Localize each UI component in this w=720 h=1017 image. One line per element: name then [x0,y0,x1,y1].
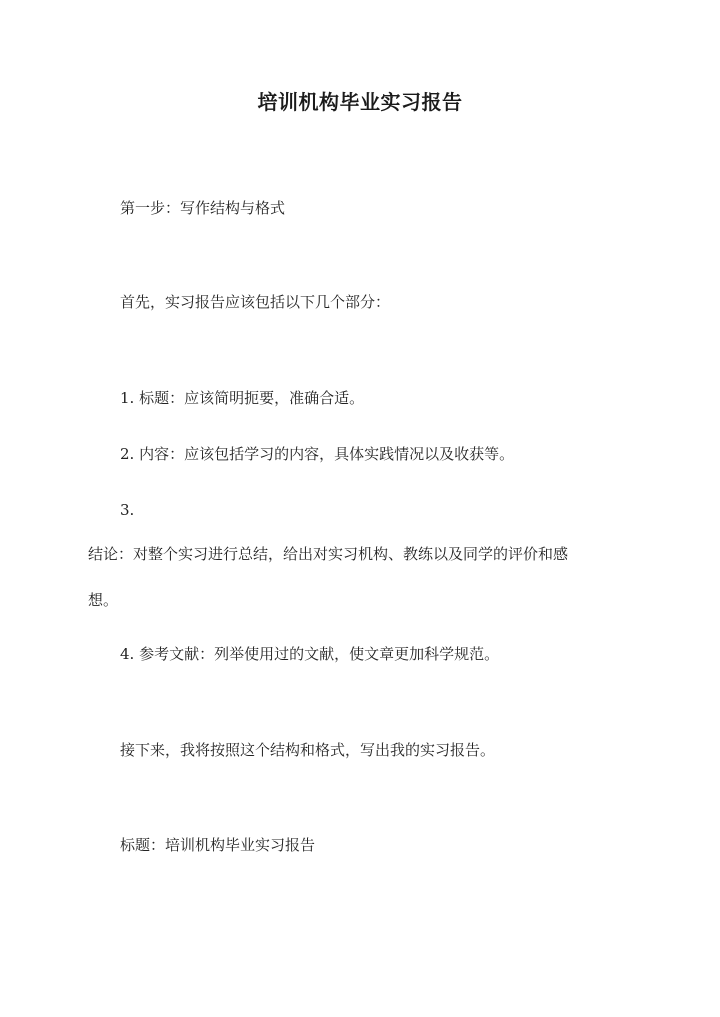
report-title-line: 标题：培训机构毕业实习报告 [120,836,316,854]
list-item-2: 2. 内容：应该包括学习的内容，具体实践情况以及收获等。 [120,445,515,463]
intro-paragraph: 首先，实习报告应该包括以下几个部分： [120,293,391,311]
document-title: 培训机构毕业实习报告 [257,90,463,114]
list-item-3-number: 3. [120,501,135,519]
list-item-1: 1. 标题：应该简明扼要，准确合适。 [120,389,365,407]
section-heading-step-one: 第一步：写作结构与格式 [120,199,286,217]
transition-paragraph: 接下来，我将按照这个结构和格式，写出我的实习报告。 [120,741,496,759]
list-item-4: 4. 参考文献：列举使用过的文献，使文章更加科学规范。 [120,645,500,663]
list-item-3-text-continued: 想。 [88,591,119,609]
list-item-3-text: 结论：对整个实习进行总结，给出对实习机构、教练以及同学的评价和感 [88,545,569,563]
